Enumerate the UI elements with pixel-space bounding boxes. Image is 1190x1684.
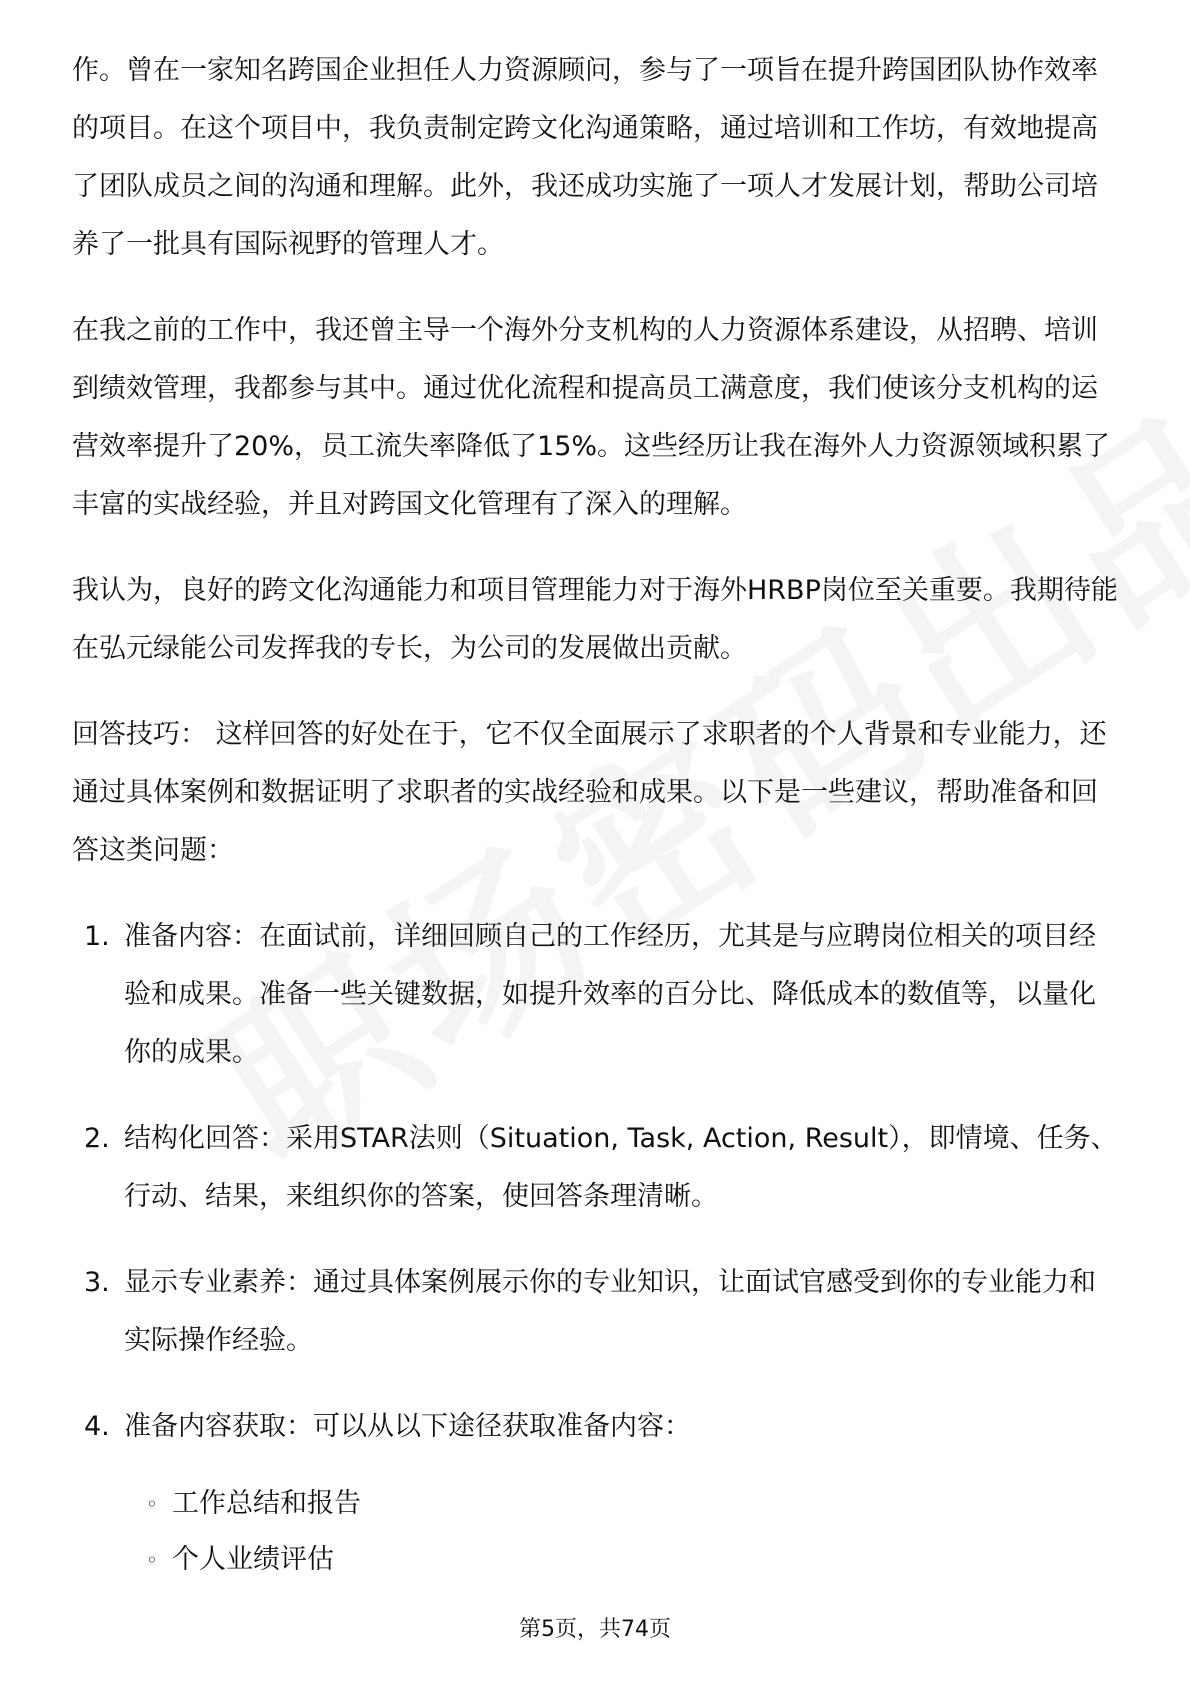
circle-bullet-icon: ◦ [146, 1548, 158, 1572]
list-item-text: 准备内容获取：可以从以下途径获取准备内容： [124, 1411, 691, 1442]
sources-sublist [124, 1476, 1120, 1588]
page-number: 第5页，共74页 [519, 1617, 671, 1642]
list-number: 4. [84, 1411, 110, 1442]
list-item-text: 结构化回答：采用STAR法则（Situation, Task, Action, Result），即情境、任务、行动、结果，来组织你的答案，使回答条理清晰。 [124, 1123, 1118, 1212]
list-number: 1. [84, 921, 110, 952]
tips-list [72, 908, 1120, 1588]
sublist-item-text: 个人业绩评估 [172, 1544, 334, 1575]
list-item-text: 准备内容：在面试前，详细回顾自己的工作经历，尤其是与应聘岗位相关的项目经验和成果。准备一些关键数据，如提升效率的百分比、降低成本的数值等，以量化你的成果。 [124, 921, 1096, 1068]
document-body [72, 42, 1120, 1616]
paragraph-experience: 作。曾在一家知名跨国企业担任人力资源顾问，参与了一项旨在提升跨国团队协作效率的项目。在这个项目中，我负责制定跨文化沟通策略，通过培训和工作坊，有效地提高了团队成员之间的沟通和理解。此外，我还成功实施了一项人才发展计划，帮助公司培养了一批具有国际视野的管理人才。 [72, 55, 1098, 260]
list-item [72, 1254, 1120, 1370]
list-item [72, 1110, 1120, 1226]
list-item [72, 1398, 1120, 1588]
paragraph-answer-tips: 回答技巧： 这样回答的好处在于，它不仅全面展示了求职者的个人背景和专业能力，还通过具体案例和数据证明了求职者的实战经验和成果。以下是一些建议，帮助准备和回答这类问题： [72, 719, 1107, 866]
circle-bullet-icon: ◦ [146, 1492, 158, 1516]
list-number: 2. [84, 1123, 110, 1154]
sublist-item [124, 1532, 1120, 1588]
list-number: 3. [84, 1267, 110, 1298]
paragraph-conclusion: 我认为，良好的跨文化沟通能力和项目管理能力对于海外HRBP岗位至关重要。我期待能在弘元绿能公司发挥我的专长，为公司的发展做出贡献。 [72, 575, 1118, 664]
sublist-item-text: 工作总结和报告 [172, 1488, 361, 1519]
sublist-item [124, 1476, 1120, 1532]
list-item [72, 908, 1120, 1082]
list-item-text: 显示专业素养：通过具体案例展示你的专业知识，让面试官感受到你的专业能力和实际操作经验。 [124, 1267, 1096, 1356]
paragraph-overseas-branch: 在我之前的工作中，我还曾主导一个海外分支机构的人力资源体系建设，从招聘、培训到绩效管理，我都参与其中。通过优化流程和提高员工满意度，我们使该分支机构的运营效率提升了20%，员工流失率降低了15%。这些经历让我在海外人力资源领域积累了丰富的实战经验，并且对跨国文化管理有了深入的理解。 [72, 315, 1111, 520]
